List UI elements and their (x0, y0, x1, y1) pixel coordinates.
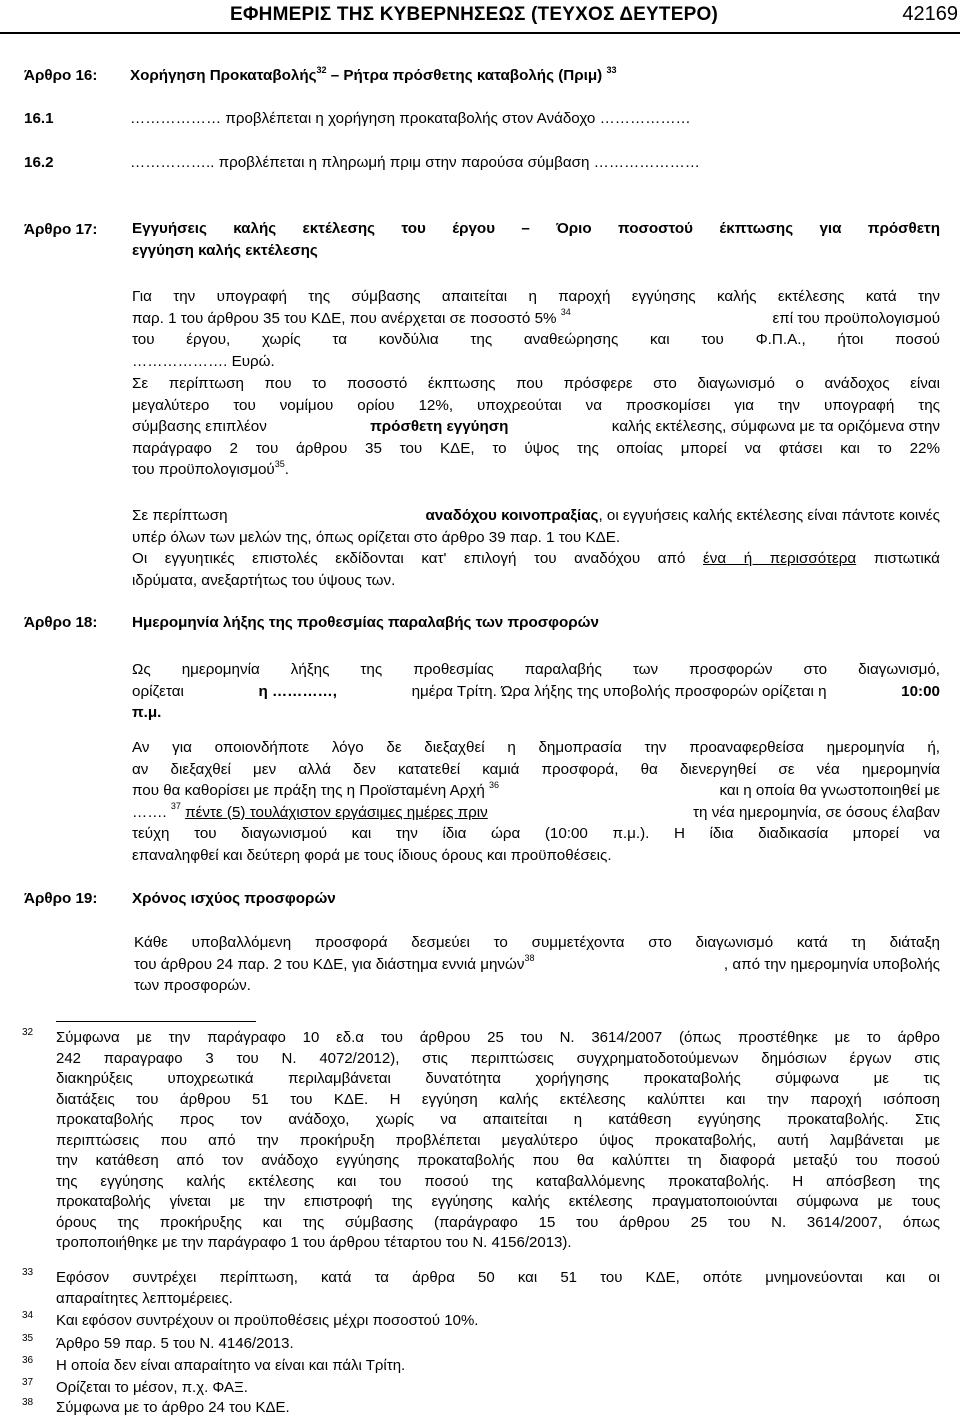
article-16-label: Άρθρο 16: (24, 67, 98, 84)
footnote-38: 38 Σύμφωνα με το άρθρο 24 του ΚΔΕ. (22, 1397, 290, 1416)
footnote-34: 34 Και εφόσον συντρέχουν οι προϋποθέσεις μέχρι ποσοστού 10%. (22, 1310, 479, 1329)
footnote-ref-36[interactable]: 36 (489, 779, 500, 790)
article-16-title-2: – Ρήτρα πρόσθετης καταβολής (Πριμ) (326, 67, 603, 84)
footnote-ref-38[interactable]: 38 (524, 953, 535, 964)
footnote-ref-34[interactable]: 34 (560, 307, 571, 318)
page-header (0, 0, 960, 34)
article-17-label: Άρθρο 17: (24, 221, 98, 238)
additional-guarantee: πρόσθετη εγγύηση (370, 418, 509, 435)
article-17-paragraph-2: Σε περίπτωση που το ποσοστό έκπτωσης που πρόσφερε στο διαγωνισμό ο ανάδοχος είναι μεγαλύτερο του νομίμου ορίου 12%, υποχρεούται να προσκομίσει για την υπογραφή της σύμβασης επιπλέον πρόσθετη εγγύηση καλής εκτέλεσης, σύμφωνα με τα οριζόμενα στην παράγραφο 2 του άρθρου 35 του ΚΔΕ, το ύψος της οποίας μπορεί να φτάσει και το 22% του προϋπολογισμού$^{35}$. (132, 375, 940, 478)
article-17-paragraph-4: Οι εγγυητικές επιστολές εκδίδονται κατ' επιλογή του αναδόχου από ένα ή περισσότερα πιστωτικά ιδρύματα, ανεξαρτήτως του ύψους των. (132, 550, 940, 589)
article-18-paragraph-2: Αν για οποιονδήποτε λόγο δε διεξαχθεί η δημοπρασία την προαναφερθείσα ημερομηνία ή, αν διεξαχθεί μεν αλλά δεν κατατεθεί καμιά προσφορά, θα διενεργηθεί σε νέα ημερομηνία που θα καθορίσει με πράξη της η Προϊσταμένη Αρχή $^{36}$ και η οποία θα γνωστοποιηθεί με ……. $^{37}$ πέντε (5) τουλάχιστον εργάσιμες ημέρες πριν τη νέα ημερομηνία, σε όσους έλαβαν τεύχη του διαγωνισμού και την ίδια ώρα (10:00 π.μ.). Η ίδια διαδικασία μπορεί να επαναληφθεί και δεύτερη φορά με τους ίδιους όρους και προϋποθέσεις. (132, 739, 940, 864)
article-17-paragraph-3: Σε περίπτωση αναδόχου κοινοπραξίας, οι εγγυήσεις καλής εκτέλεσης είναι πάντοτε κοινές υπέρ όλων των μελών της, όπως ορίζεται στο άρθρο 39 παρ. 1 του ΚΔΕ. (132, 507, 940, 546)
footnote-37: 37 Ορίζεται το μέσον, π.χ. ΦΑΞ. (22, 1377, 248, 1396)
footnote-ref-35[interactable]: 35 (274, 458, 285, 469)
article-19-paragraph-1: Κάθε υποβαλλόμενη προσφορά δεσμεύει το συμμετέχοντα στο διαγωνισμό κατά τη διάταξη του άρθρου 24 παρ. 2 του ΚΔΕ, για διάστημα εννιά μηνών$^{38}$ , από την ημερομηνία υποβολής των προσφορών. (134, 934, 940, 994)
footnote-ref-32[interactable]: 32 (316, 64, 327, 75)
footnote-ref-33[interactable]: 33 (606, 64, 617, 75)
article-17-title: Εγγυήσεις καλής εκτέλεσης του έργου – Όριο ποσοστού έκπτωσης για πρόσθετη εγγύηση καλής εκτέλεσης (132, 220, 940, 259)
article-18-title: Ημερομηνία λήξης της προθεσμίας παραλαβής των προσφορών (132, 614, 599, 631)
footnote-36: 36 Η οποία δεν είναι απαραίτητο να είναι και πάλι Τρίτη. (22, 1355, 406, 1374)
footnote-separator (56, 1021, 256, 1022)
footnote-32: 32 Σύμφωνα με την παράγραφο 10 εδ.α του άρθρου 25 του Ν. 3614/2007 (όπως προστέθηκε με το άρθρο 242 παραγραφο 3 του Ν. 4072/2012), στις περιπτώσεις συγχρηματοδοτούμενων δημόσιων έργων στις διακηρύξεις υποχρεωτικά περιλαμβάνεται δυνατότητα χορήγησης προκαταβολής σύμφωνα με τις διατάξεις του άρθρου 51 του ΚΔΕ. Η εγγύηση καλής εκτέλεσης καλύπτει και την παροχή ισόποση προκαταβολής προς τον ανάδοχο, χωρίς να απαιτείται η κατάθεση εγγύησης προκαταβολής. Στις περιπτώσεις που από την προκήρυξη προβλέπεται μεγαλύτερο ύψος προκαταβολής, αυτή λαμβάνεται με την κατάθεση από τον ανάδοχο εγγύησης προκαταβολής που θα καλύπτει τη διαφορά μεταξύ του ποσού της εγγύησης καλής εκτέλεσης και του ποσού της καταβαλλόμενης προκαταβολής. Η απόσβεση της προκαταβολής γίνεται με την επιστροφή της εγγύησης καλής εκτέλεσης πραγματοποιούνται σύμφωνα με τους όρους της προκήρυξης και της σύμβασης (παράγραφο 15 του άρθρου 25 του Ν. 3614/2007, όπως τροποποιήθηκε με την παράγραφο 1 του άρθρου τέταρτου του Ν. 4156/2013). (22, 1027, 940, 1251)
footnote-33: 33 Εφόσον συντρέχει περίπτωση, κατά τα άρθρα 50 και 51 του ΚΔΕ, οπότε μνημονεύονται και οι απαραίτητες λεπτομέρειες. (22, 1267, 940, 1307)
paragraph-16-2-number: 16.2 (24, 154, 54, 171)
paragraph-16-1 (24, 109, 691, 129)
article-16-title: Χορήγηση Προκαταβολής (130, 67, 317, 84)
article-19-title: Χρόνος ισχύος προσφορών (132, 890, 336, 907)
footnote-ref-37[interactable]: 37 (170, 801, 181, 812)
article-17-paragraph-1: Για την υπογραφή της σύμβασης απαιτείται η παροχή εγγύησης καλής εκτέλεσης κατά την παρ. 1 του άρθρου 35 του ΚΔΕ, που ανέρχεται σε ποσοστό 5% $^{34}$ επί του προϋπολογισμού του έργου, χωρίς τα κονδύλια της αναθεώρησης και του Φ.Π.Α., ήτοι ποσού ………………. Ευρώ. (132, 288, 940, 370)
article-18-label: Άρθρο 18: (24, 614, 98, 631)
paragraph-16-2-text: …………….. προβλέπεται η πληρωμή πριμ στην παρούσα σύμβαση ………………… (130, 154, 700, 171)
one-or-more-underlined: ένα ή περισσότερα (702, 550, 857, 567)
footnote-35: 35 Άρθρο 59 παρ. 5 του Ν. 4146/2013. (22, 1333, 294, 1352)
joint-venture-term: αναδόχου κοινοπραξίας (425, 507, 599, 524)
deadline-time: 10:00 (901, 682, 940, 700)
paragraph-16-1-text: ……………… προβλέπεται η χορήγηση προκαταβολής στον Ανάδοχο ……………… (130, 110, 691, 127)
paragraph-16-1-number: 16.1 (24, 110, 54, 127)
page-number: 42169 (902, 3, 958, 25)
article-16-heading (24, 64, 617, 86)
journal-title: ΕΦΗΜΕΡΙΣ ΤΗΣ ΚΥΒΕΡΝΗΣΕΩΣ (ΤΕΥΧΟΣ ΔΕΥΤΕΡΟ) (230, 4, 718, 25)
article-19-label: Άρθρο 19: (24, 890, 98, 907)
paragraph-16-2 (24, 153, 700, 173)
article-18-paragraph-1: Ως ημερομηνία λήξης της προθεσμίας παραλαβής των προσφορών στο διαγωνισμό, ορίζεται η …………, ημέρα Τρίτη. Ώρα λήξης της υποβολής προσφορών ορίζεται η 10:00 π.μ. (132, 661, 940, 721)
five-working-days: πέντε (5) τουλάχιστον εργάσιμες ημέρες πριν (185, 803, 488, 821)
